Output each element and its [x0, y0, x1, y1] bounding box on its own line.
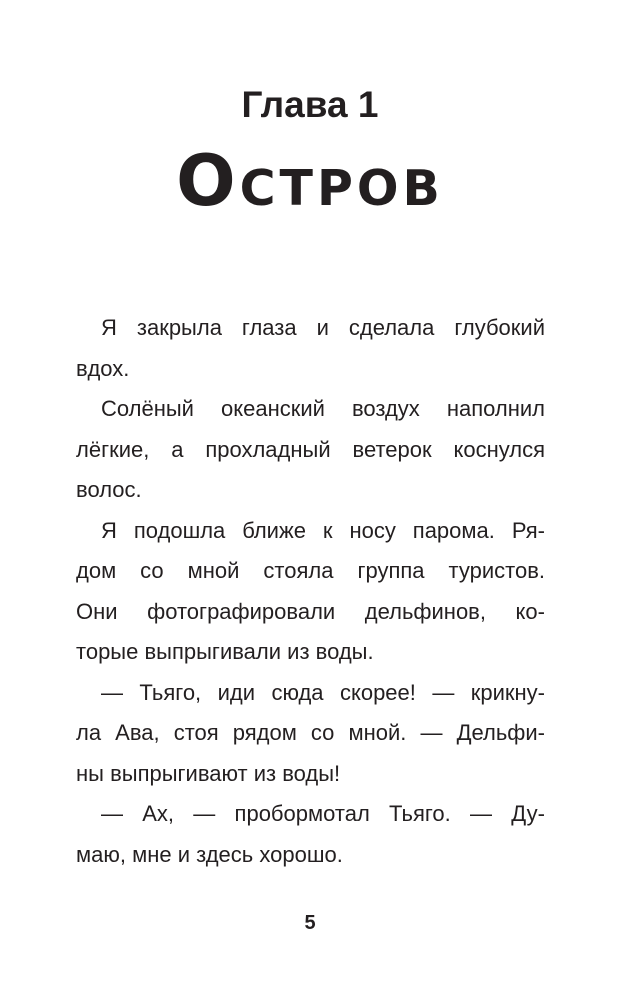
- chapter-title: Остров: [176, 140, 444, 222]
- text-line: лёгкие, а прохладный ветерок коснулся: [76, 436, 545, 462]
- paragraph: [76, 313, 545, 394]
- page-number: 5: [304, 912, 316, 934]
- text-line: Я подошла ближе к носу парома. Ря-: [101, 517, 545, 543]
- text-line: волос.: [76, 477, 142, 502]
- paragraph: [76, 394, 545, 516]
- text-line: — Ах, — пробормотал Тьяго. — Ду-: [101, 801, 545, 826]
- text-line: — Тьяго, иди сюда скорее! — крикну-: [101, 679, 545, 705]
- text-line: Солёный океанский воздух наполнил: [101, 396, 545, 421]
- paragraph: [76, 516, 545, 678]
- chapter-text: [76, 313, 545, 880]
- text-line: Я закрыла глаза и сделала глубокий: [101, 315, 545, 340]
- chapter-label: Глава 1: [241, 84, 379, 125]
- text-line: маю, мне и здесь хорошо.: [76, 841, 343, 867]
- text-line: Они фотографировали дельфинов, ко-: [76, 598, 545, 624]
- text-line: ны выпрыгивают из воды!: [76, 760, 341, 786]
- text-line: дом со мной стояла группа туристов.: [76, 558, 545, 583]
- text-line: ла Ава, стоя рядом со мной. — Дельфи-: [76, 720, 545, 745]
- paragraph: [76, 799, 545, 880]
- text-line: вдох.: [76, 355, 130, 381]
- paragraph: [76, 678, 545, 800]
- text-line: торые выпрыгивали из воды.: [76, 639, 374, 664]
